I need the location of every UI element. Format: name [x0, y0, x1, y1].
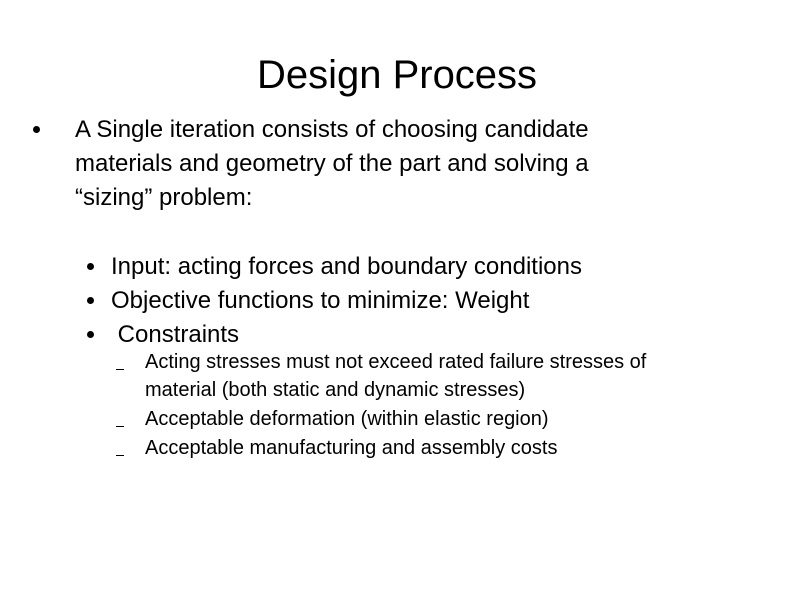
dash-bullet-icon — [116, 369, 124, 370]
slide-title: Design Process — [256, 53, 538, 97]
sub-sub-bullet-text: Acceptable deformation (within elastic region) — [145, 408, 549, 430]
bullet-text-line: “sizing” problem: — [75, 184, 253, 211]
bullet-dot-icon — [33, 126, 40, 133]
bullet-dot-icon — [87, 297, 94, 304]
sub-sub-bullet-text: Acting stresses must not exceed rated failure stresses of — [145, 351, 647, 373]
bullet-dot-icon — [87, 263, 94, 270]
bullet-dot-icon — [87, 331, 94, 338]
sub-bullet-text: Input: acting forces and boundary conditions — [111, 253, 582, 280]
sub-sub-bullet-text: material (both static and dynamic stresses) — [145, 379, 526, 401]
sub-bullet-text: Objective functions to minimize: Weight — [111, 287, 530, 314]
bullet-text-line: A Single iteration consists of choosing candidate — [75, 116, 589, 143]
sub-bullet-text: Constraints — [111, 321, 240, 348]
sub-sub-bullet-text: Acceptable manufacturing and assembly costs — [145, 437, 558, 459]
dash-bullet-icon — [116, 426, 124, 427]
dash-bullet-icon — [116, 455, 124, 456]
bullet-text-line: materials and geometry of the part and solving a — [75, 150, 589, 177]
